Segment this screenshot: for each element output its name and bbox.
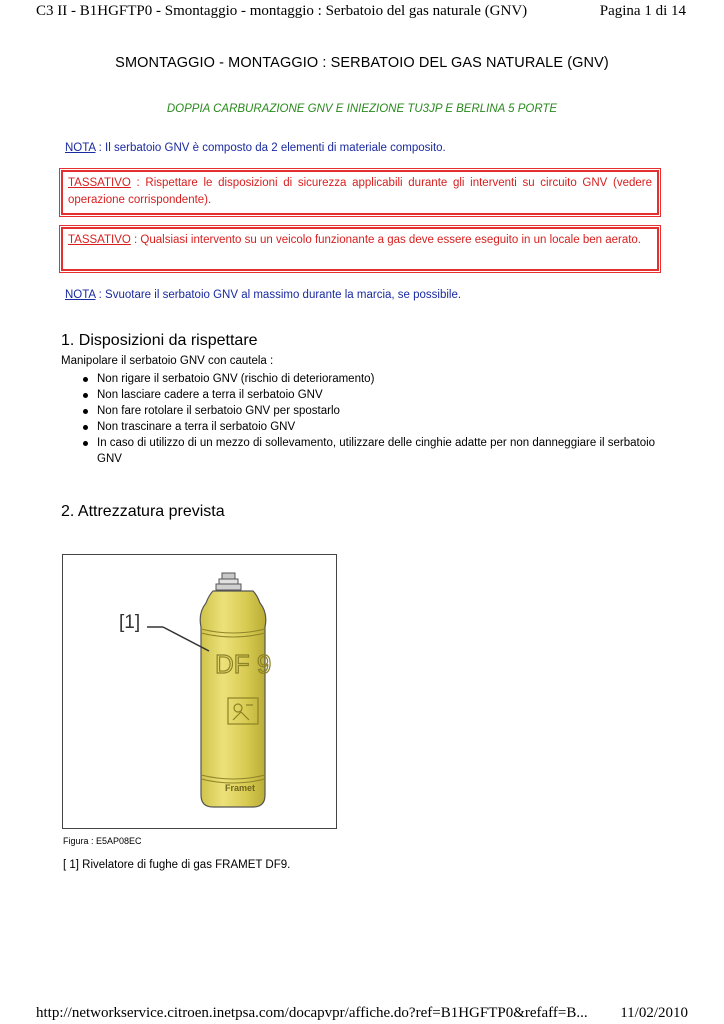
warning-box-safety <box>61 170 659 215</box>
list-item-text: In caso di utilizzo di un mezzo di sollevamento, utilizzare delle cinghie adatte per non danneggiare il serbatoio GNV <box>97 437 656 465</box>
list-item <box>61 403 661 419</box>
footer-url: http://networkservice.citroen.inetpsa.com/docapvpr/affiche.do?ref=B1HGFTP0&refaff=B... <box>36 1005 588 1021</box>
figure-legend: [ 1] Rivelatore di fughe di gas FRAMET DF9. <box>63 859 291 871</box>
print-footer <box>36 1004 688 1024</box>
note-composite <box>65 140 665 156</box>
gas-detector-illustration <box>63 555 336 828</box>
warning-box-ventilation <box>61 227 659 271</box>
bullet-icon <box>83 409 88 414</box>
callout-label: [1] <box>119 612 141 633</box>
bullet-icon <box>83 425 88 430</box>
page-subtitle: DOPPIA CARBURAZIONE GNV E INIEZIONE TU3JP E BERLINA 5 PORTE <box>166 103 558 115</box>
print-header-title: C3 II - B1HGFTP0 - Smontaggio - montaggio : Serbatoio del gas naturale (GNV) <box>36 3 528 19</box>
section-intro: Manipolare il serbatoio GNV con cautela : <box>61 355 274 367</box>
warning-text: : Qualsiasi intervento su un veicolo funzionante a gas deve essere eseguito in un locale ben aerato. <box>130 234 642 246</box>
note-text: : Svuotare il serbatoio GNV al massimo durante la marcia, se possibile. <box>95 289 462 301</box>
section-heading-precautions: 1. Disposizioni da rispettare <box>61 332 258 349</box>
list-item <box>61 419 661 435</box>
warning-keyword: TASSATIVO <box>68 177 131 189</box>
footer-date: 11/02/2010 <box>620 1005 688 1021</box>
note-keyword: NOTA <box>65 289 96 301</box>
page-title: SMONTAGGIO - MONTAGGIO : SERBATOIO DEL GAS NATURALE (GNV) <box>115 55 609 71</box>
note-text: : Il serbatoio GNV è composto da 2 elementi di materiale composito. <box>95 142 446 154</box>
bullet-icon <box>83 441 88 446</box>
precautions-list <box>61 371 661 467</box>
list-item <box>61 371 661 387</box>
print-header <box>36 0 686 22</box>
can-body <box>200 591 266 807</box>
note-keyword: NOTA <box>65 142 96 154</box>
list-item <box>61 435 661 467</box>
bullet-icon <box>83 393 88 398</box>
list-item-text: Non trascinare a terra il serbatoio GNV <box>97 421 296 433</box>
list-item <box>61 387 661 403</box>
can-brand: Framet <box>225 783 256 793</box>
page-indicator: Pagina 1 di 14 <box>599 3 686 19</box>
figure-caption: Figura : E5AP08EC <box>63 836 142 846</box>
list-item-text: Non lasciare cadere a terra il serbatoio GNV <box>97 389 323 401</box>
note-empty-tank <box>65 287 665 303</box>
list-item-text: Non rigare il serbatoio GNV (rischio di deterioramento) <box>97 373 375 385</box>
warning-text: : Rispettare le disposizioni di sicurezza applicabili durante gli interventi su circuito GNV (vedere operazione corrispondente). <box>68 177 652 206</box>
bullet-icon <box>83 377 88 382</box>
figure-gas-detector <box>62 554 337 829</box>
warning-keyword: TASSATIVO <box>68 234 131 246</box>
list-item-text: Non fare rotolare il serbatoio GNV per spostarlo <box>97 405 340 417</box>
section-heading-tools: 2. Attrezzatura prevista <box>61 503 225 520</box>
can-label: DF 9 <box>215 649 272 679</box>
